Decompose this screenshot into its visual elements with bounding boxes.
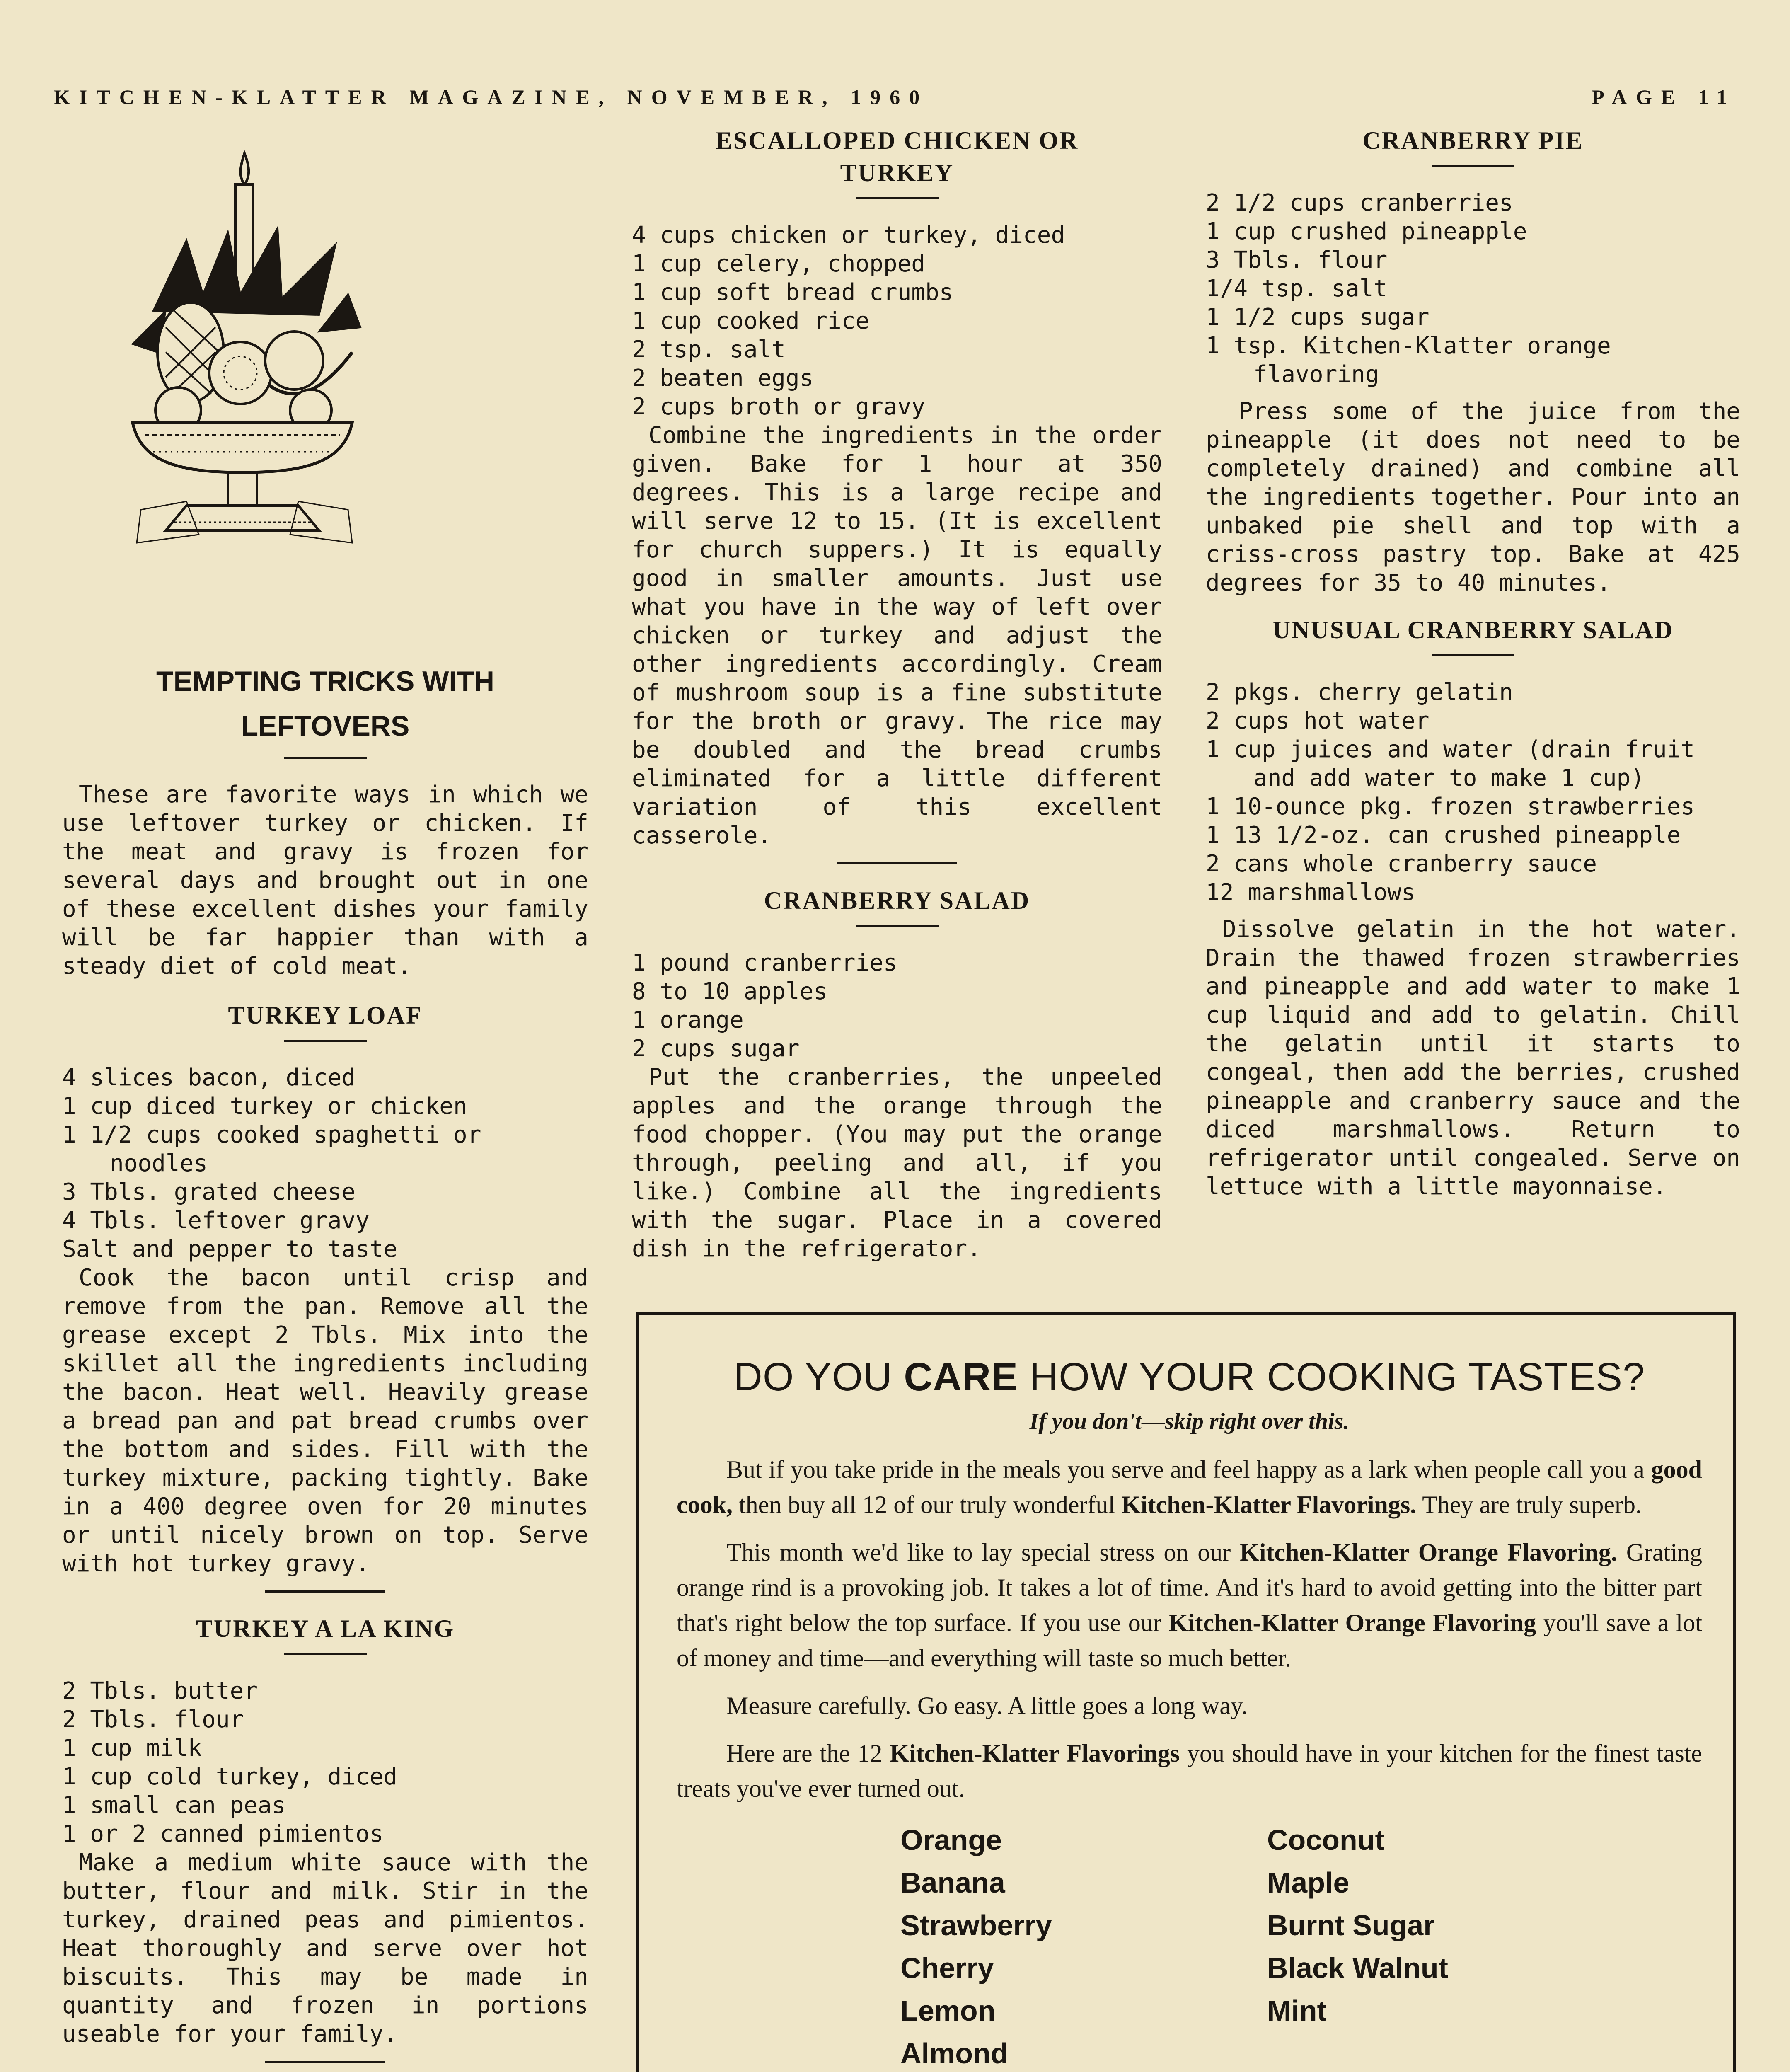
ad-text-bold: good cook, — [677, 1456, 1702, 1518]
ingredient: 1/4 tsp. salt — [1206, 275, 1388, 302]
a-la-king-title: TURKEY A LA KING — [196, 1615, 455, 1642]
ingredient: 2 tsp. salt — [632, 336, 786, 363]
ingredient: 2 Tbls. butter — [62, 1677, 258, 1704]
ingredient: 1 cup cooked rice — [632, 307, 870, 334]
ingredient: 1 cup celery, chopped — [632, 250, 926, 277]
flavor-item: Orange — [900, 1824, 1002, 1856]
column-left — [62, 124, 588, 2072]
ad-text: They are truly superb. — [1422, 1491, 1642, 1518]
turkey-loaf-ingredients — [62, 1063, 588, 1264]
turkey-loaf-rule — [284, 1040, 367, 1042]
ingredient: 2 cups broth or gravy — [632, 393, 926, 420]
flavor-item: Burnt Sugar — [1267, 1909, 1435, 1941]
escalloped-directions: Combine the ingredients in the order given. Bake for 1 hour at 350 degrees. This is a large recipe and will serve 12 to 15. (It is excellent for church suppers.) It is equally good in smaller amounts. Just use what you have in the way of left over chicken or turkey and adjust the other ingredients accordingly. Cream of mushroom soup is a fine substitute for the broth or gravy. The rice may be doubled and the bread crumbs eliminated for a little different variation of this excellent casserole. — [632, 422, 1162, 849]
a-la-king-rule — [284, 1653, 367, 1655]
ingredient: 1 tsp. Kitchen-Klatter orange — [1206, 332, 1611, 359]
flavor-item: Mint — [1267, 1995, 1327, 2027]
ingredient: 4 Tbls. leftover gravy — [62, 1207, 370, 1234]
column-middle — [632, 124, 1162, 1263]
page-number: PAGE 11 — [1592, 85, 1736, 109]
flavor-list — [677, 1819, 1702, 2072]
ingredient: 1 cup crushed pineapple — [1206, 218, 1527, 245]
ingredient: 2 cups hot water — [1206, 707, 1430, 734]
ad-subhead: If you don't—skip right over this. — [1029, 1409, 1350, 1434]
ad-headline-pre: DO YOU — [733, 1355, 893, 1399]
ad-text-bold: Kitchen-Klatter Flavorings — [890, 1740, 1180, 1767]
flavor-item: Lemon — [900, 1995, 996, 2027]
cranberry-pie-directions: Press some of the juice from the pineapple (it does not need to be completely drained) and combine all the ingredients together. Pour into an unbaked pie shell and top with a criss-cross pastry top. Bake at 425 degrees for 35 to 40 minutes. — [1206, 398, 1740, 596]
ad-text-bold: Kitchen-Klatter Orange Flavoring. — [1240, 1539, 1617, 1566]
ingredient: 3 Tbls. grated cheese — [62, 1179, 356, 1205]
article-title — [62, 659, 588, 748]
ad-headline-bold: CARE — [904, 1355, 1018, 1399]
ingredient: and add water to make 1 cup) — [1253, 765, 1645, 792]
ingredient: 1 cup diced turkey or chicken — [62, 1093, 467, 1120]
a-la-king-directions: Make a medium white sauce with the butter, flour and milk. Stir in the turkey, drained peas and pimientos. Heat thoroughly and serve over hot biscuits. This may be made in quantity and frozen in portions useable for your family. — [62, 1849, 588, 2048]
ad-text: then buy all 12 of our truly wonderful — [739, 1491, 1115, 1518]
ad-headline — [677, 1354, 1702, 1400]
cranberry-salad-rule — [856, 925, 939, 927]
cranberry-salad-title: CRANBERRY SALAD — [764, 887, 1030, 914]
ingredient: 2 Tbls. flour — [62, 1706, 244, 1733]
article-intro: These are favorite ways in which we use leftover turkey or chicken. If the meat and gravy is frozen for several days and brought out in one of these excellent dishes your family will be far happier than with a steady diet of cold meat. — [62, 781, 588, 980]
ingredient: 2 pkgs. cherry gelatin — [1206, 679, 1513, 706]
turkey-loaf-title: TURKEY LOAF — [228, 1002, 423, 1029]
ad-paragraph-2 — [677, 1535, 1702, 1676]
ingredient: 4 slices bacon, diced — [62, 1064, 356, 1091]
magazine-title: KITCHEN-KLATTER MAGAZINE, NOVEMBER, 1960 — [54, 85, 929, 109]
flavor-item: Cherry — [900, 1952, 994, 1984]
section-divider — [837, 862, 957, 864]
flavor-item: Banana — [900, 1866, 1005, 1899]
ingredient: 1 1/2 cups cooked spaghetti or — [62, 1121, 481, 1148]
turkey-loaf-directions: Cook the bacon until crisp and remove from the pan. Remove all the grease except 2 Tbls. Mix into the skillet all the ingredients including the bacon. Heat well. Heavily grease a bread pan and pat bread crumbs over the bottom and sides. Fill with the turkey mixture, packing tightly. Bake in a 400 degree oven for 20 minutes or until nicely brown on top. Serve with hot turkey gravy. — [62, 1264, 588, 1577]
flavor-item: Coconut — [1267, 1824, 1385, 1856]
ingredient: Salt and pepper to taste — [62, 1236, 398, 1263]
ad-headline-post: HOW YOUR COOKING TASTES? — [1029, 1355, 1645, 1399]
ingredient: 4 cups chicken or turkey, diced — [632, 222, 1065, 249]
ingredient: 1 cup milk — [62, 1735, 202, 1762]
unusual-salad-ingredients — [1206, 678, 1740, 907]
ingredient: 1 cup cold turkey, diced — [62, 1763, 398, 1790]
unusual-salad-title: UNUSUAL CRANBERRY SALAD — [1272, 616, 1674, 644]
ad-text: But if you take pride in the meals you serve and feel happy as a lark when people call you a — [726, 1456, 1645, 1483]
section-divider — [265, 2061, 385, 2063]
ingredient: 1 cup soft bread crumbs — [632, 279, 953, 306]
escalloped-title-line2: TURKEY — [840, 159, 954, 186]
flavorings-advertisement — [636, 1312, 1736, 2072]
ad-text: This month we'd like to lay special stress on our — [726, 1539, 1231, 1566]
ingredient: 1 orange — [632, 1007, 744, 1034]
ingredient: noodles — [110, 1150, 208, 1177]
ad-text: Grating orange rind is a provoking job. It takes a lot of time. And it's hard to avoid getting into the bitter part that's right below the top surface. If you use our — [677, 1539, 1703, 1636]
escalloped-title — [632, 124, 1162, 189]
escalloped-title-line1: ESCALLOPED CHICKEN OR — [715, 127, 1079, 154]
article-title-line1: TEMPTING TRICKS WITH — [156, 666, 494, 697]
ad-content — [677, 1354, 1702, 2072]
ingredient: 1 10-ounce pkg. frozen strawberries — [1206, 793, 1695, 820]
ad-text: Here are the 12 — [726, 1740, 883, 1767]
ingredient: 1 pound cranberries — [632, 949, 897, 976]
cranberry-salad-directions: Put the cranberries, the unpeeled apples and the orange through the food chopper. (You may put the orange through, peeling and all, if you like.) Combine all the ingredients with the sugar. Place in a covered dish in the refrigerator. — [632, 1064, 1162, 1262]
ad-text-bold: Kitchen-Klatter Orange Flavoring — [1168, 1609, 1536, 1636]
ingredient: 8 to 10 apples — [632, 978, 828, 1005]
flavor-item: Black Walnut — [1267, 1952, 1448, 1984]
ad-paragraph-4 — [677, 1736, 1702, 1806]
cranberry-pie-title: CRANBERRY PIE — [1362, 127, 1584, 154]
ad-text-bold: Kitchen-Klatter Flavorings. — [1121, 1491, 1417, 1518]
ad-text: you should have in your kitchen for the finest taste treats you've ever turned out. — [677, 1740, 1703, 1802]
ingredient: flavoring — [1253, 361, 1379, 388]
flavor-list-left — [900, 1819, 1052, 2072]
cranberry-pie-ingredients — [1206, 189, 1740, 389]
cranberry-pie-rule — [1432, 165, 1514, 167]
title-rule — [284, 757, 367, 759]
flavor-item: Maple — [1267, 1866, 1350, 1899]
ingredient: 1 13 1/2-oz. can crushed pineapple — [1206, 822, 1681, 849]
ingredient: 2 cups sugar — [632, 1035, 800, 1062]
article-title-line2: LEFTOVERS — [241, 710, 410, 742]
ingredient: 1 small can peas — [62, 1792, 286, 1819]
ad-text: you'll save a lot of money and time—and everything will taste so much better. — [677, 1609, 1702, 1672]
flavor-item: Strawberry — [900, 1909, 1052, 1941]
flavor-item: Almond — [900, 2037, 1009, 2070]
page-header — [54, 85, 1736, 114]
flavor-list-right — [1267, 1819, 1448, 2032]
ingredient: 2 beaten eggs — [632, 365, 814, 392]
ingredient: 1 1/2 cups sugar — [1206, 304, 1430, 331]
ingredient: 2 1/2 cups cranberries — [1206, 189, 1513, 216]
ingredient: 2 cans whole cranberry sauce — [1206, 850, 1597, 877]
ad-paragraph-3: Measure carefully. Go easy. A little goes a long way. — [726, 1692, 1248, 1719]
escalloped-rule — [856, 197, 939, 199]
section-divider — [265, 1590, 385, 1593]
ad-paragraph-1 — [677, 1452, 1702, 1523]
ingredient: 1 or 2 canned pimientos — [62, 1820, 384, 1847]
unusual-salad-rule — [1432, 654, 1514, 656]
ingredient: 1 cup juices and water (drain fruit — [1206, 736, 1695, 763]
a-la-king-ingredients — [62, 1677, 588, 1848]
cranberry-salad-ingredients — [632, 949, 1162, 1063]
escalloped-ingredients — [632, 221, 1162, 421]
ingredient: 12 marshmallows — [1206, 879, 1415, 906]
column-right — [1206, 124, 1740, 1201]
ingredient: 3 Tbls. flour — [1206, 247, 1388, 274]
unusual-salad-directions: Dissolve gelatin in the hot water. Drain the thawed frozen strawberries and pineapple and add water to make 1 cup liquid and add to gelatin. Chill the gelatin until it starts to congeal, then add the berries, crushed pineapple and cranberry sauce and the diced marshmallows. Return to refrigerator until congealed. Serve on lettuce with a little mayonnaise. — [1206, 916, 1740, 1200]
